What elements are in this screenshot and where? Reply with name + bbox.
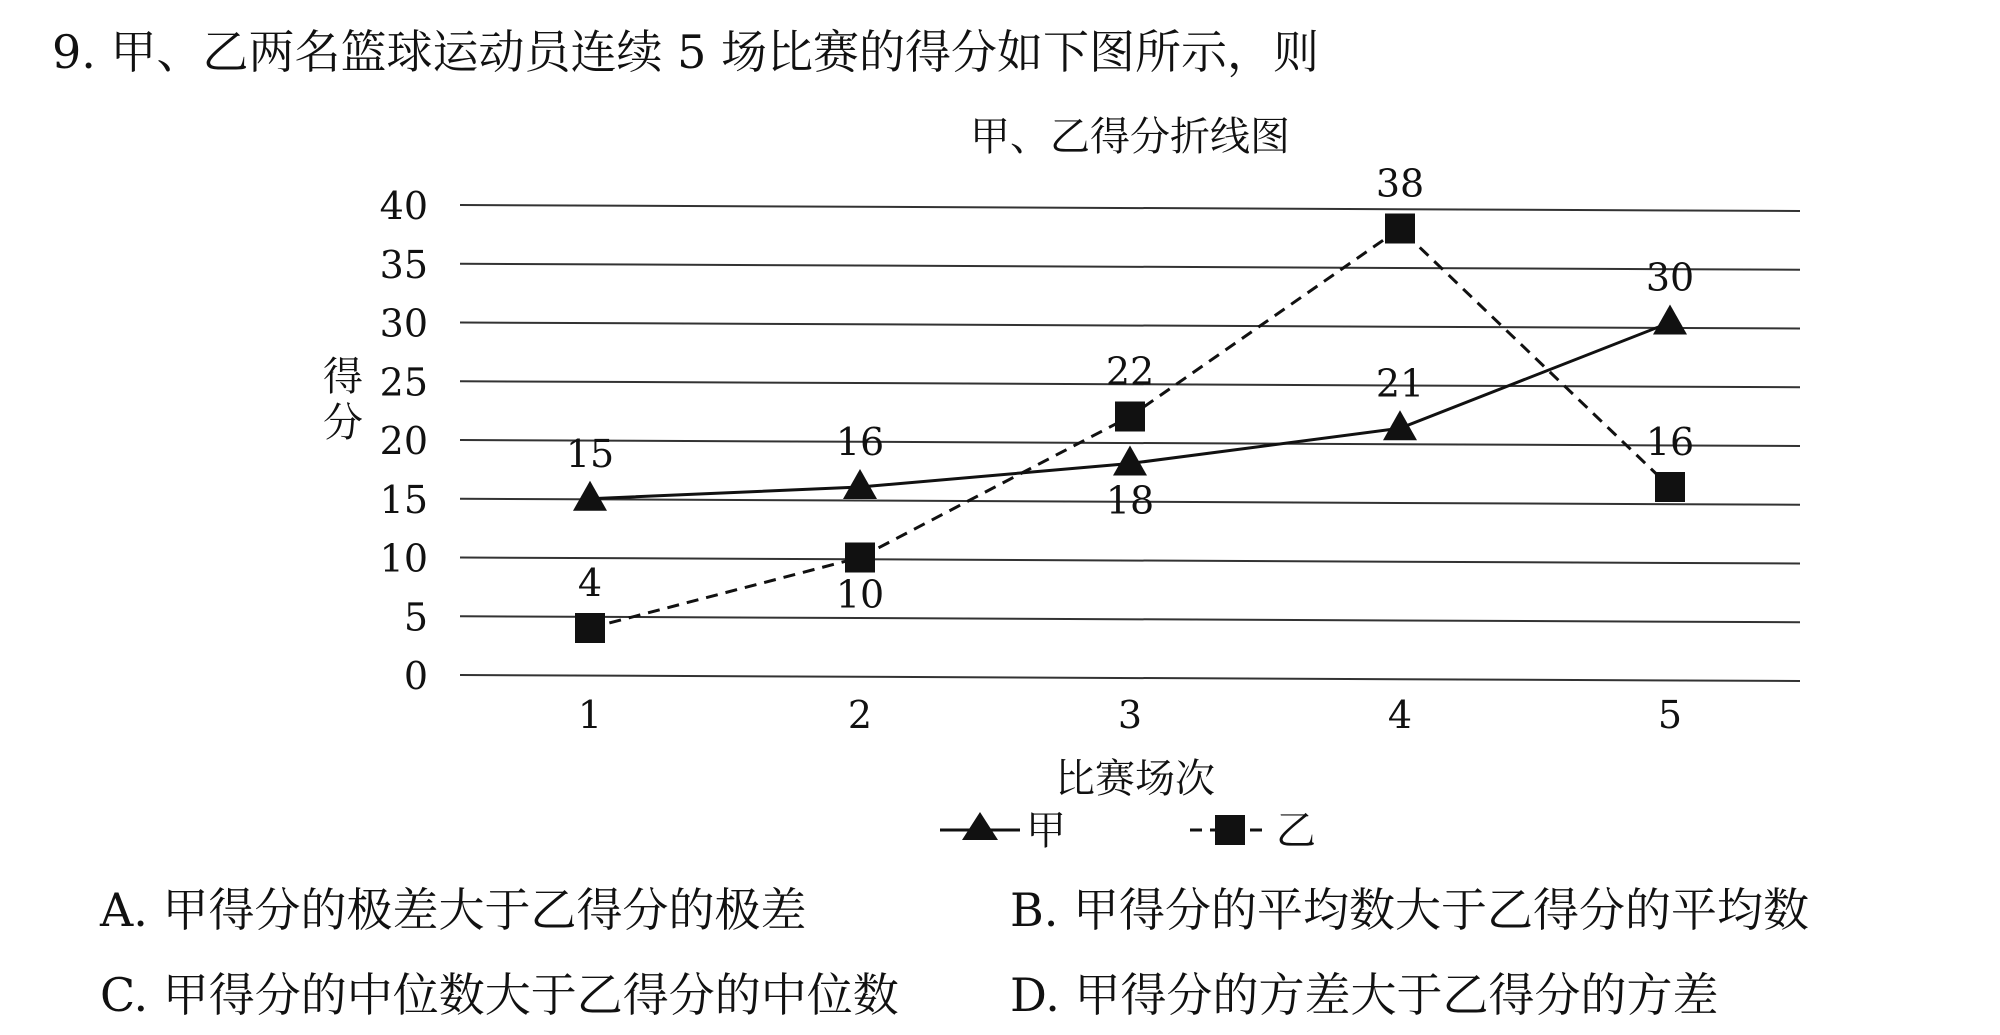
grid-line (460, 205, 1800, 211)
chart-title: 甲、乙得分折线图 (970, 114, 1290, 160)
y-tick-label: 25 (379, 360, 428, 405)
grid-line (460, 323, 1800, 329)
y-tick-label: 20 (379, 419, 428, 463)
y-axis-ticks (380, 184, 428, 698)
legend-square-marker (1215, 815, 1245, 845)
data-label: 16 (1645, 420, 1695, 464)
y-axis-label: 得分 (323, 354, 363, 446)
x-axis-label: 比赛场次 (1055, 756, 1215, 802)
x-axis-ticks (578, 693, 1682, 737)
y-tick-label: 35 (379, 242, 428, 287)
x-tick-label: 1 (577, 693, 603, 737)
y-tick-label: 0 (403, 654, 428, 698)
triangle-marker (843, 469, 877, 499)
grid-line (460, 440, 1800, 446)
data-label: 18 (1105, 478, 1155, 523)
option-c[interactable]: C. 甲得分的中位数大于乙得分的中位数 (100, 968, 899, 1022)
legend (940, 808, 1316, 854)
y-tick-label: 5 (403, 595, 428, 640)
y-tick-label: 30 (379, 301, 428, 346)
square-marker (845, 543, 875, 573)
series-layer (566, 162, 1694, 644)
data-label: 10 (835, 572, 885, 617)
data-label: 4 (577, 561, 603, 605)
x-tick-label: 2 (847, 693, 873, 737)
grid-line (460, 616, 1800, 622)
square-marker (575, 613, 605, 643)
x-tick-label: 3 (1117, 693, 1143, 737)
triangle-marker (1653, 305, 1687, 335)
grid-line (460, 675, 1800, 681)
legend-label-jia: 甲 (1026, 808, 1066, 854)
data-label: 15 (565, 431, 615, 476)
legend-label-yi: 乙 (1276, 808, 1316, 854)
y-tick-label: 40 (379, 184, 428, 228)
data-label: 38 (1375, 161, 1425, 206)
data-label: 16 (835, 420, 885, 464)
data-label: 22 (1105, 349, 1155, 394)
grid-line (460, 264, 1800, 270)
data-label: 30 (1645, 255, 1695, 300)
triangle-marker (1383, 410, 1417, 440)
question-stem: 9. 甲、乙两名篮球运动员连续 5 场比赛的得分如下图所示，则 (52, 25, 1320, 79)
triangle-marker (573, 481, 607, 511)
y-tick-label: 15 (379, 477, 428, 522)
x-tick-label: 5 (1657, 693, 1683, 737)
x-tick-label: 4 (1387, 693, 1413, 737)
square-marker (1655, 472, 1685, 502)
grid-line (460, 558, 1800, 564)
square-marker (1115, 402, 1145, 432)
option-b[interactable]: B. 甲得分的平均数大于乙得分的平均数 (1010, 883, 1810, 937)
option-d[interactable]: D. 甲得分的方差大于乙得分的方差 (1010, 968, 1719, 1022)
grid-lines (460, 205, 1800, 681)
square-marker (1385, 214, 1415, 244)
data-label: 21 (1375, 361, 1425, 406)
y-tick-label: 10 (379, 536, 428, 581)
option-a[interactable]: A. 甲得分的极差大于乙得分的极差 (100, 883, 807, 937)
legend-triangle-marker (962, 812, 998, 840)
